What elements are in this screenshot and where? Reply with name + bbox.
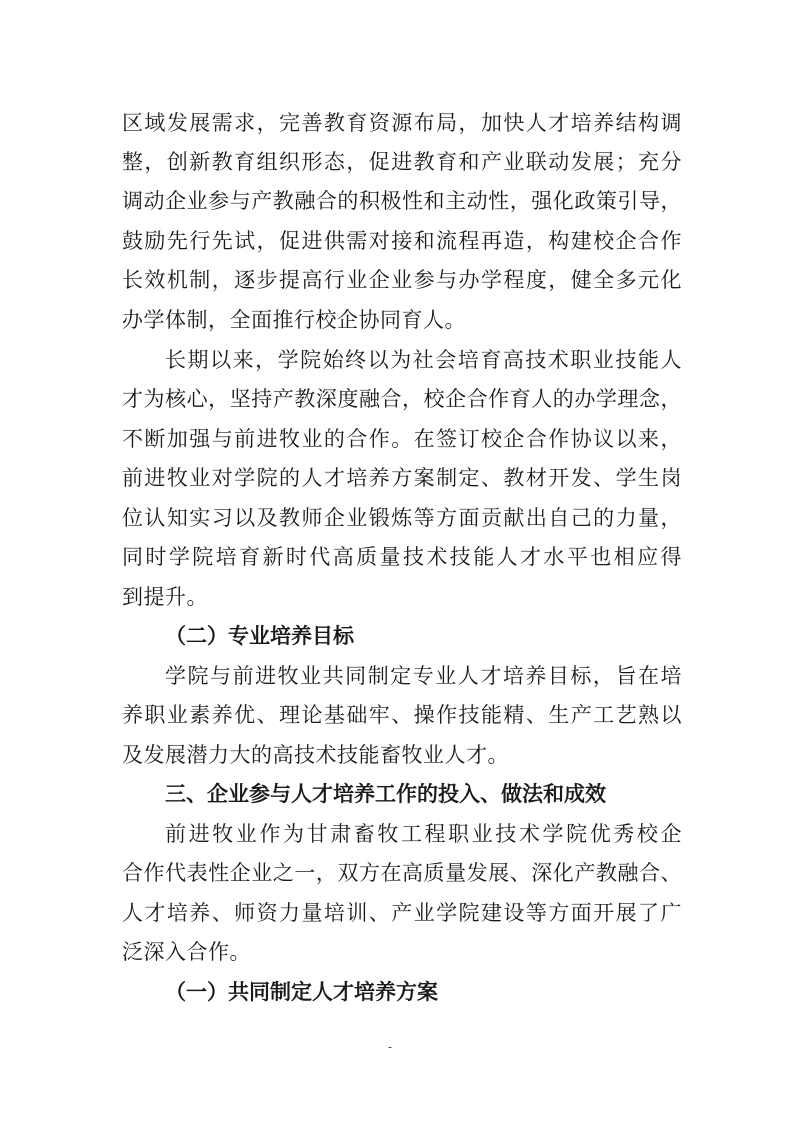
chapter-heading: 三、企业参与人才培养工作的投入、做法和成效: [165, 782, 606, 806]
paragraph-3-line: 学院与前进牧业共同制定专业人才培养目标，旨在培: [165, 664, 682, 688]
paragraph-1-line: 长效机制，逐步提高行业企业参与办学程度，健全多元化: [122, 268, 682, 292]
paragraph-3-line: 养职业素养优、理论基础牢、操作技能精、生产工艺熟以: [122, 703, 682, 727]
paragraph-3-line: 及发展潜力大的高技术技能畜牧业人才。: [122, 743, 509, 767]
paragraph-4-line: 前进牧业作为甘肃畜牧工程职业技术学院优秀校企: [165, 822, 682, 846]
paragraph-2-line: 不断加强与前进牧业的合作。在签订校企合作协议以来，: [122, 427, 682, 451]
paragraph-1-line: 调动企业参与产教融合的积极性和主动性，强化政策引导，: [122, 189, 682, 213]
paragraph-4-line: 人才培养、师资力量培训、产业学院建设等方面开展了广: [122, 901, 682, 925]
paragraph-2-line: 前进牧业对学院的人才培养方案制定、教材开发、学生岗: [122, 466, 682, 490]
page-number: -: [388, 1040, 393, 1054]
paragraph-2-line: 位认知实习以及教师企业锻炼等方面贡献出自己的力量，: [122, 506, 682, 530]
paragraph-1-line: 区域发展需求，完善教育资源布局，加快人才培养结构调: [122, 111, 682, 135]
paragraph-2-line: 同时学院培育新时代高质量技术技能人才水平也相应得: [122, 545, 682, 569]
section-heading: （二）专业培养目标: [165, 624, 354, 648]
paragraph-4-line: 泛深入合作。: [122, 940, 251, 964]
paragraph-2-line: 才为核心，坚持产教深度融合，校企合作育人的办学理念，: [122, 387, 682, 411]
paragraph-1-line: 鼓励先行先试，促进供需对接和流程再造，构建校企合作: [122, 229, 682, 253]
paragraph-2-line: 长期以来，学院始终以为社会培育高技术职业技能人: [165, 348, 682, 372]
paragraph-2-line: 到提升。: [122, 585, 208, 609]
paragraph-1-line: 整，创新教育组织形态，促进教育和产业联动发展；充分: [122, 150, 682, 174]
section-heading: （一）共同制定人才培养方案: [165, 980, 438, 1004]
paragraph-1-line: 办学体制，全面推行校企协同育人。: [122, 308, 466, 332]
paragraph-4-line: 合作代表性企业之一，双方在高质量发展、深化产教融合、: [122, 861, 682, 885]
